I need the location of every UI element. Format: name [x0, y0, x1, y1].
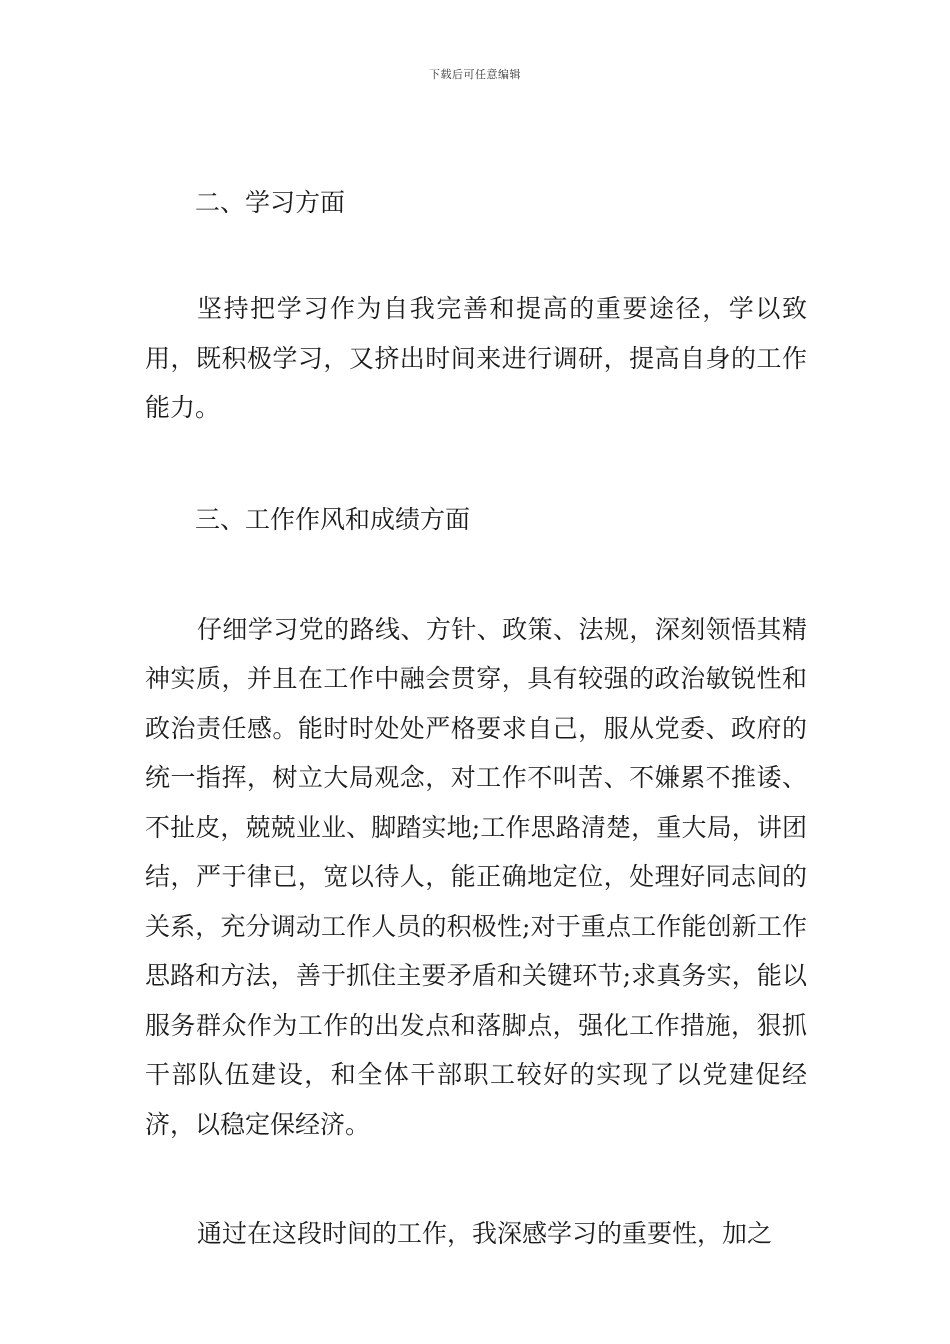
paragraph-study: 坚持把学习作为自我完善和提高的重要途径，学以致用，既积极学习，又挤出时间来进行调研，提高自身的工作能力。: [145, 294, 807, 422]
paragraph-work-style: 仔细学习党的路线、方针、政策、法规，深刻领悟其精神实质，并且在工作中融会贯穿，具有较强的政治敏锐性和政治责任感。能时时处处严格要求自己，服从党委、政府的统一指挥，树立大局观念，对工作不叫苦、不嫌累不推诿、不扯皮，兢兢业业、脚踏实地;工作思路清楚，重大局，讲团结，严于律已，宽以待人，能正确地定位，处理好同志间的关系，充分调动工作人员的积极性;对于重点工作能创新工作思路和方法，善于抓住主要矛盾和关键环节;求真务实，能以服务群众作为工作的出发点和落脚点，强化工作措施，狠抓干部队伍建设，和全体干部职工较好的实现了以党建促经济，以稳定保经济。: [145, 614, 807, 1139]
paragraph-closing: 通过在这段时间的工作，我深感学习的重要性，加之: [197, 1219, 773, 1248]
section-heading-study: 二、学习方面: [195, 188, 346, 217]
section-heading-work-style: 三、工作作风和成绩方面: [195, 504, 471, 534]
document-body: [145, 178, 807, 1259]
page-header-note: 下载后可任意编辑: [429, 68, 521, 81]
